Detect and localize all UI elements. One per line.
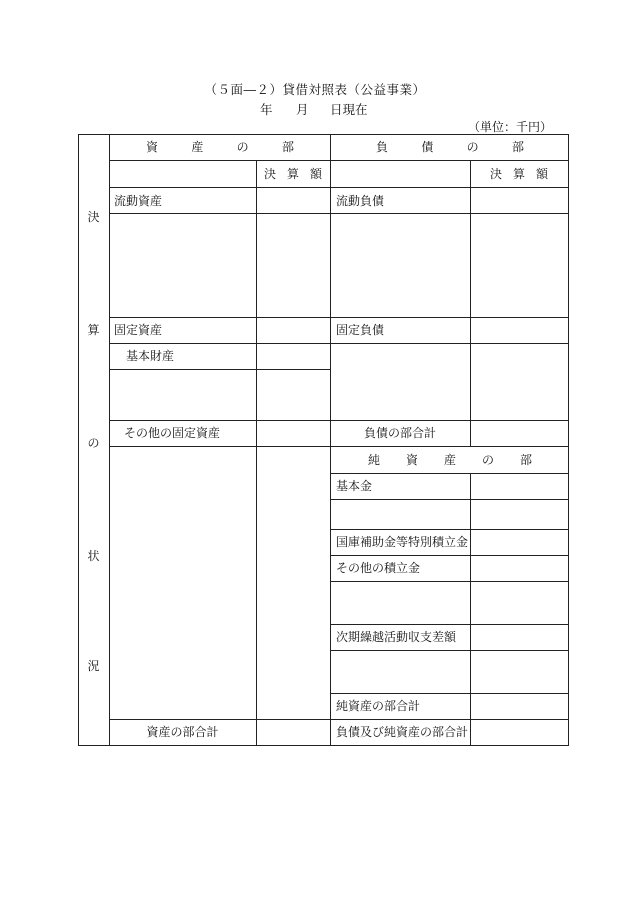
date-year: 年: [260, 102, 273, 117]
carryover-balance-label: 次期繰越活動収支差額: [336, 630, 457, 644]
current-assets-label: 流動資産: [114, 194, 163, 208]
liabilities-total-label: 負債の部合計: [363, 426, 436, 440]
fixed-assets-label: 固定資産: [114, 323, 163, 337]
basic-property-label: 基本財産: [126, 349, 175, 363]
current-liabilities-label: 流動負債: [336, 194, 385, 208]
document-title: （５面―２）貸借対照表（公益事業）: [204, 82, 426, 97]
other-reserve-label: その他の積立金: [336, 561, 421, 575]
grand-total-label: 負債及び純資産の部合計: [336, 725, 469, 739]
side-label-char: 決: [87, 210, 100, 224]
side-label-char: の: [87, 436, 100, 450]
unit-label: （単位：千円）: [467, 120, 552, 134]
other-fixed-assets-label: その他の固定資産: [124, 426, 221, 440]
side-label-char: 状: [87, 549, 100, 563]
date-day: 日現在: [330, 102, 368, 117]
fixed-liabilities-label: 固定負債: [336, 323, 385, 337]
assets-section-header: 資 産 の 部: [146, 140, 294, 154]
liabilities-amount-header: 決 算 額: [490, 167, 548, 181]
net-assets-total-label: 純資産の部合計: [336, 699, 421, 713]
assets-total-label: 資産の部合計: [146, 725, 219, 739]
assets-amount-header: 決 算 額: [264, 167, 322, 181]
liabilities-section-header: 負 債 の 部: [376, 140, 524, 154]
basic-fund-label: 基本金: [336, 479, 373, 493]
side-label-char: 算: [87, 323, 100, 337]
net-assets-section-header: 純 資 産 の 部: [368, 453, 532, 467]
date-line: [0, 100, 630, 116]
date-month: 月: [296, 102, 309, 117]
side-label-char: 況: [87, 659, 100, 673]
subsidy-reserve-label: 国庫補助金等特別積立金: [336, 535, 469, 549]
balance-sheet-table: [78, 134, 569, 746]
